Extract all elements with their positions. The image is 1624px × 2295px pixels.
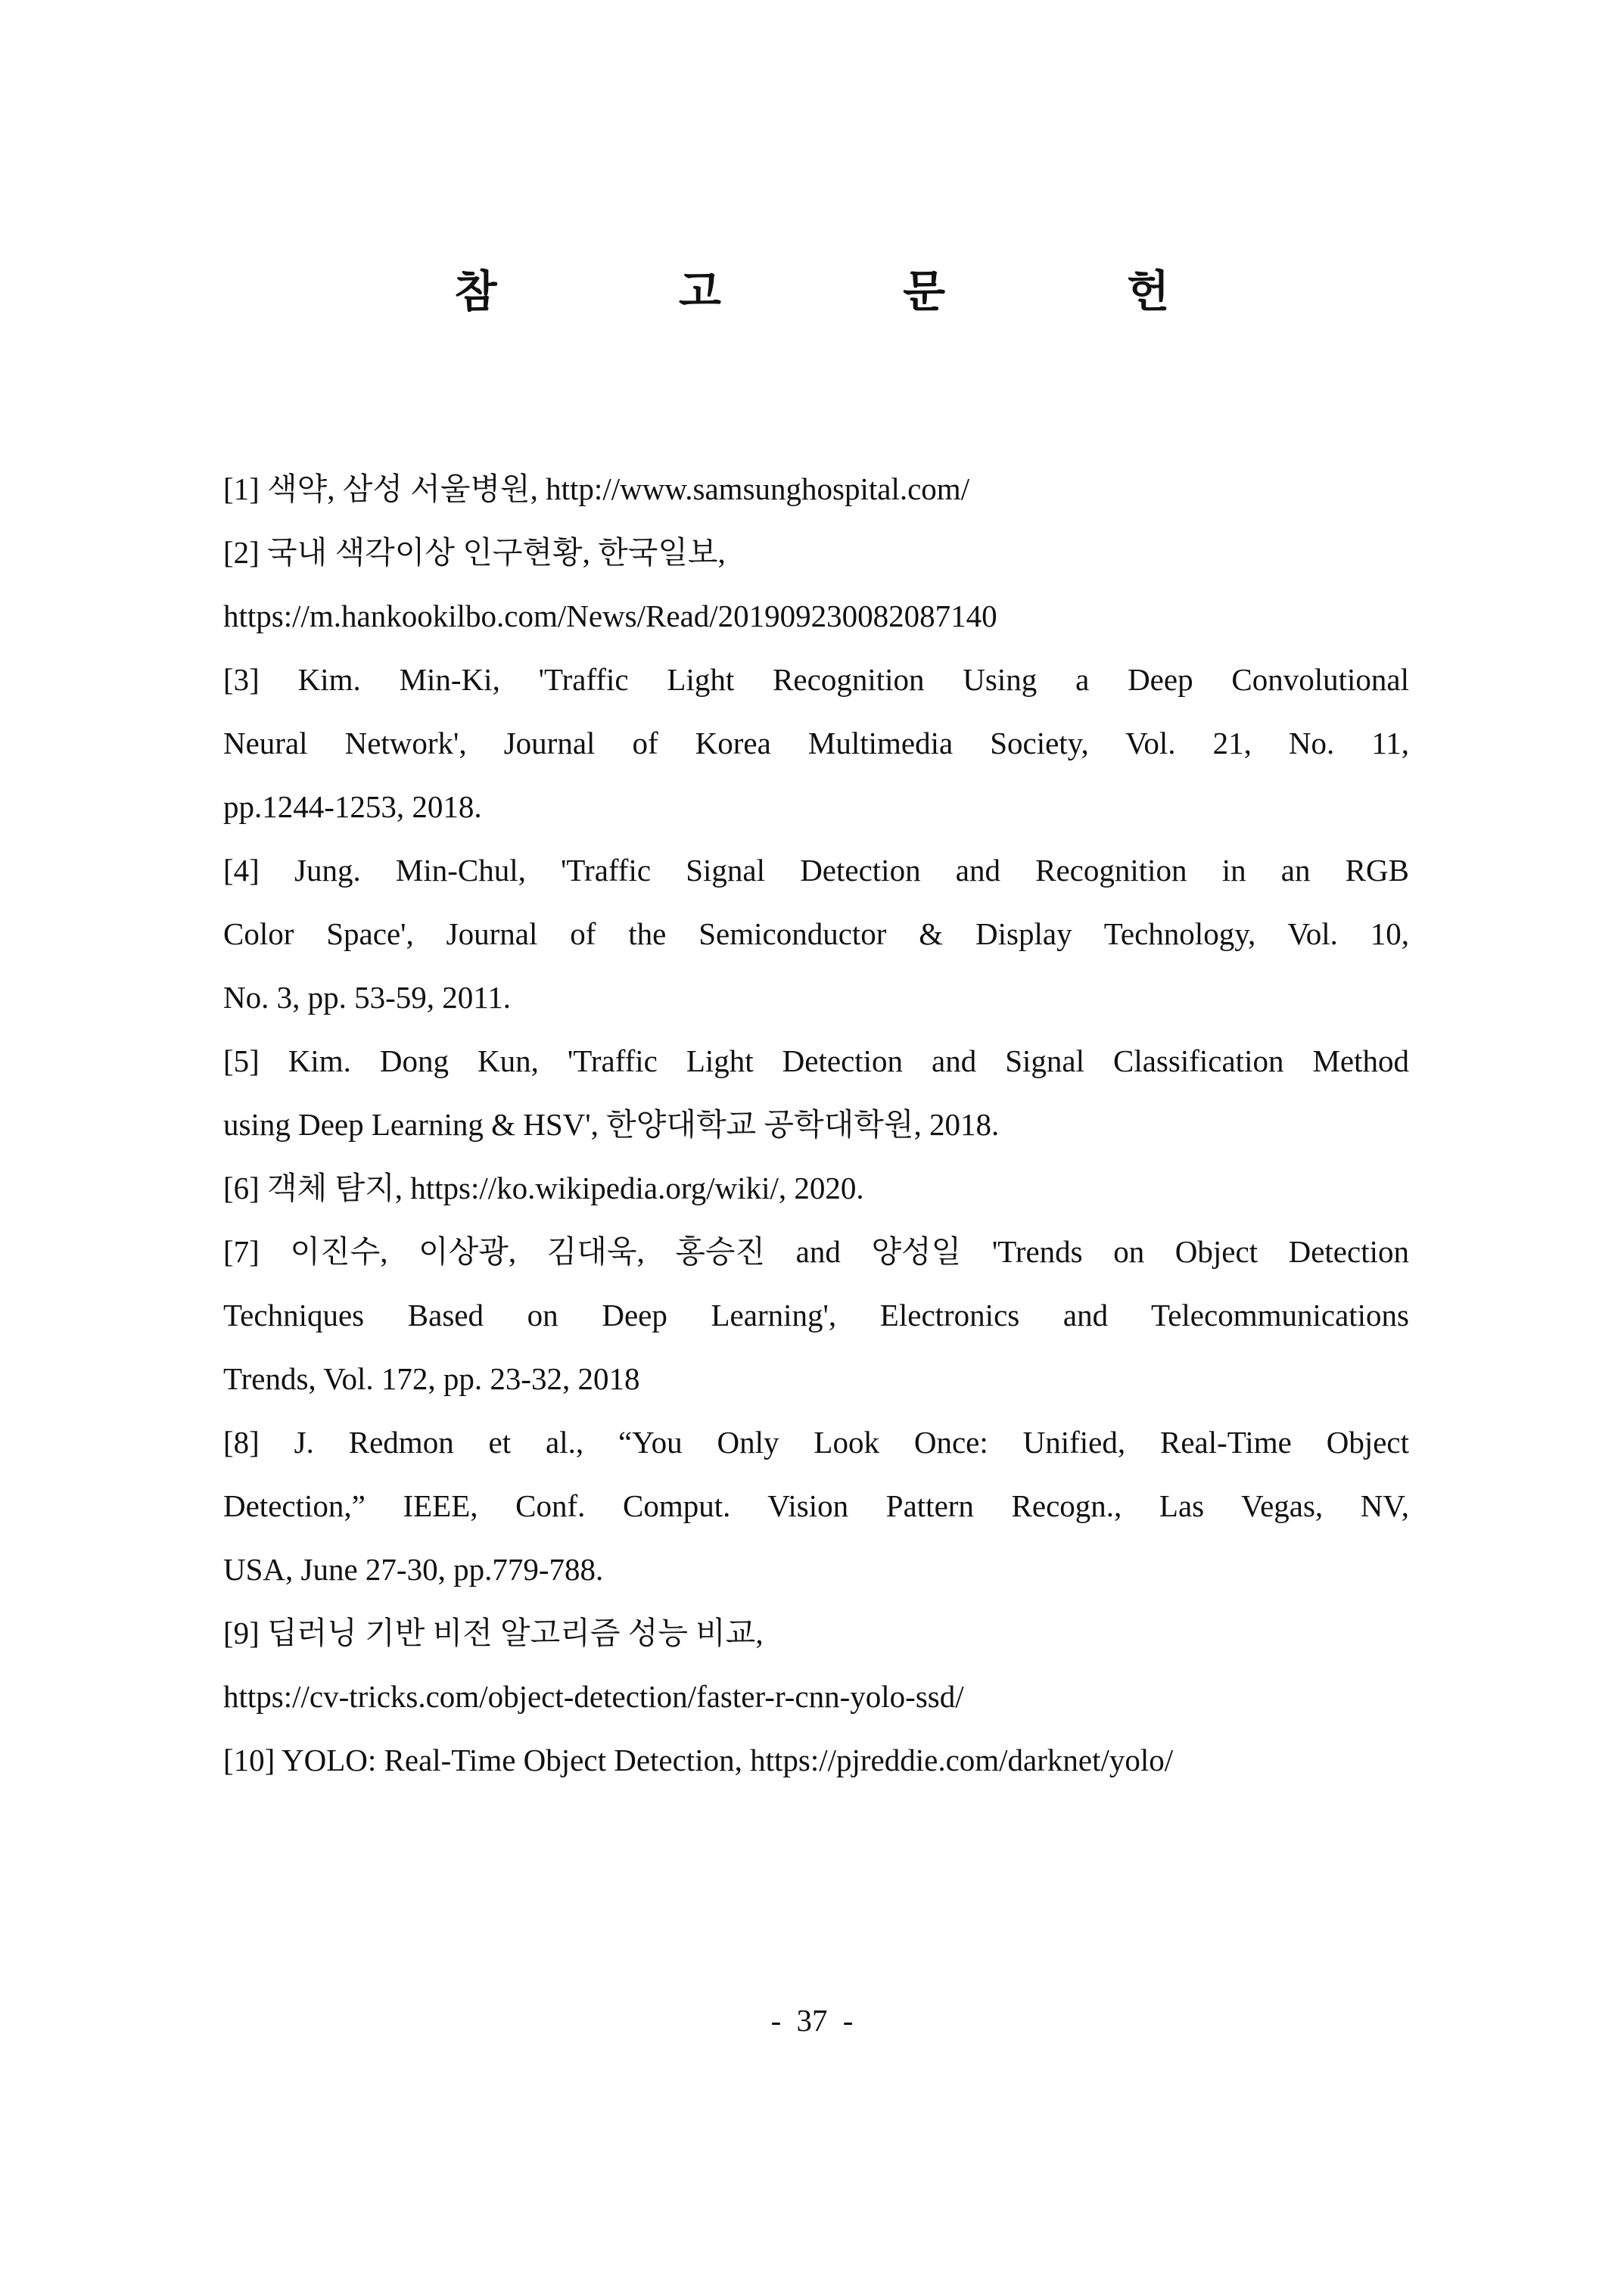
page-number: - 37 - [770, 2003, 854, 2038]
reference-4-line-1: [4] Jung. Min-Chul, 'Traffic Signal Detection and Recognition in an RGB [223, 853, 1409, 888]
reference-4-line-2: Color Space', Journal of the Semiconductor & Display Technology, Vol. 10, [223, 916, 1409, 951]
reference-list [223, 457, 1409, 1792]
reference-4-line-3: No. 3, pp. 53-59, 2011. [223, 980, 511, 1015]
reference-2-line-1: [2] 국내 색각이상 인구현황, 한국일보, [223, 535, 726, 570]
reference-6-line-1: [6] 객체 탐지, https://ko.wikipedia.org/wiki/, 2020. [223, 1171, 864, 1205]
reference-5-line-2: using Deep Learning & HSV', 한양대학교 공학대학원, 2018. [223, 1107, 1000, 1142]
reference-7-line-3: Trends, Vol. 172, pp. 23-32, 2018 [223, 1361, 640, 1396]
reference-3-line-2: Neural Network', Journal of Korea Multimedia Society, Vol. 21, No. 11, [223, 726, 1409, 760]
reference-8-line-2: Detection,” IEEE, Conf. Comput. Vision Pattern Recogn., Las Vegas, NV, [223, 1488, 1409, 1523]
reference-3-line-3: pp.1244-1253, 2018. [223, 789, 482, 824]
reference-2-line-2: https://m.hankookilbo.com/News/Read/201909230082087140 [223, 599, 997, 633]
reference-3-line-1: [3] Kim. Min-Ki, 'Traffic Light Recognition Using a Deep Convolutional [223, 662, 1409, 697]
reference-10-line-1: [10] YOLO: Real-Time Object Detection, https://pjreddie.com/darknet/yolo/ [223, 1743, 1174, 1777]
reference-8-line-1: [8] J. Redmon et al., “You Only Look Once: Unified, Real-Time Object [223, 1425, 1409, 1460]
reference-9-line-1: [9] 딥러닝 기반 비전 알고리즘 성능 비교, [223, 1616, 764, 1650]
reference-1-line-1: [1] 색약, 삼성 서울병원, http://www.samsunghospital.com/ [223, 471, 970, 506]
reference-5-line-1: [5] Kim. Dong Kun, 'Traffic Light Detection and Signal Classification Method [223, 1043, 1409, 1078]
reference-9-line-2: https://cv-tricks.com/object-detection/faster-r-cnn-yolo-ssd/ [223, 1679, 964, 1714]
reference-7-line-2: Techniques Based on Deep Learning', Electronics and Telecommunications [223, 1298, 1409, 1333]
reference-8-line-3: USA, June 27-30, pp.779-788. [223, 1552, 604, 1587]
reference-7-line-1: [7] 이진수, 이상광, 김대욱, 홍승진 and 양성일 'Trends on Object Detection [223, 1234, 1409, 1269]
page-title: 참 고 문 헌 [454, 266, 1253, 317]
